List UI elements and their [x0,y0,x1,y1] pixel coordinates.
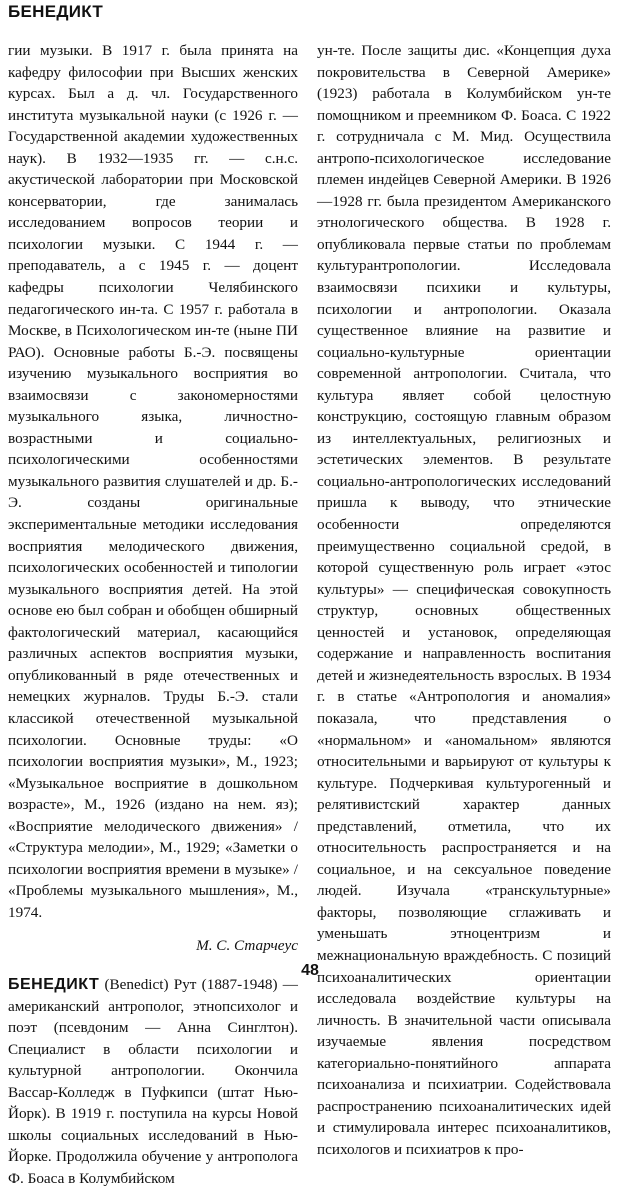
page-number: 48 [301,962,319,979]
continued-entry-text: гии музыки. В 1917 г. была принята на кафедру философии при Высших женских курсах. Был а д. чл. Государственного института музыкальной науки (с 1926 г. — Государственной академии художественных наук). В 1932—1935 гг. — с.н.с. акустической лаборатории при Московской консерватории, где занималась исследованием вопросов теории и психологии музыки. С 1944 г. — преподаватель, а с 1945 г. — доцент кафедры психологии Челябинского педагогического ин-та. С 1957 г. работала в Москве, в Психологическом ин-те (ныне ПИ РАО). Основные работы Б.-Э. посвящены изучению музыкального восприятия во взаимосвязи с закономерностями музыкального языка, личностно-возрастными и социально-психологическими особенностями музыкального развития слушателей и др. Б.-Э. созданы оригинальные экспериментальные методики исследования восприятия мелодического движения, психологических особенностей и типологии музыкального восприятия детей. На этой основе ею был собран и обобщен обширный фактологический материал, касающийся различных аспектов восприятия музыки, опубликованный в ряде отечественных и немецких журналов. Труды Б.-Э. стали классикой отечественной музыкальной психологии. Основные труды: «О психологии восприятия музыки», М., 1923; «Музыкальное восприятие в дошкольном возрасте», М., 1926 (издано на нем. яз); «Восприятие мелодического движения» / «Структура мелодии», М., 1929; «Заметки о психологии восприятия времени в музыке» / «Проблемы музыкального мышления», М., 1974. [8,42,298,921]
entry-benedict [8,974,298,1189]
entry-headword: БЕНЕДИКТ [8,975,100,993]
right-column [317,40,611,1160]
author-signature: М. С. Старчеус [196,937,298,955]
left-column [8,40,298,1189]
entry-text: (Benedict) Рут (1887-1948) — американский антрополог, этнопсихолог и поэт (псевдоним — Анна Синглтон). Специалист в области психологии и культурной антропологии. Окончила Вассар-Колледж в Пуфкипси (штат Нью-Йорк). В 1919 г. поступила на курсы Новой школы социальных исследований в Нью-Йорке. Продолжила обучение у антрополога Ф. Боаса в Колумбийском [8,975,298,1187]
entry-continuation: ун-те. После защиты дис. «Концепция духа покровительства в Северной Америке» (1923) работала в Колумбийском ун-те помощником и преемником Ф. Боаса. С 1922 г. сотрудничала с М. Мид. Осуществила антропо-психологическое исследование племен индейцев Северной Америки. В 1926—1928 гг. была президентом Американского этнологического общества. В 1928 г. опубликовала первые статьи по проблемам культурантропологии. Исследовала взаимосвязи психики и культуры, психологии и антропологии. Оказала существенное влияние на развитие и социально-культурные ориентации современной антропологии. Считала, что культура являет собой целостную конструкцию, состоящую главным образом из интеллектуальных, религиозных и эстетических элементов. В результате социально-антропологических исследований пришла к выводу, что этнические особенности определяются преимущественно социальной средой, в которой существенную роль играет «этос культуры» — специфическая совокупность структур, основных общественных ценностей и установок, определяющая содержание и направленность воспитания детей и жизнедеятельность взрослых. В 1934 г. в статье «Антропология и аномалия» показала, что представления о «нормальном» и «аномальном» являются относительными и варьируют от культуры к культуре. Подчеркивая культурогенный и релятивистский характер данных представлений, отметила, что их относительность распространяется и на социальное, и на сексуальное поведение людей. Изучала «транскультурные» факторы, позволяющие сглаживать и уменьшать этноцентризм и межнациональную враждебность. С позиций психоаналитических ориентации исследовала воздействие культуры на личность. В значительной части описывала изучаемые явления посредством категориально-понятийного аппарата психоанализа и психиатрии. Содействовала распространению психоаналитических идей и стимулировала интерес психоаналитиков, психологов и психиатров к про- [317,42,611,1158]
running-head: БЕНЕДИКТ [8,2,104,21]
